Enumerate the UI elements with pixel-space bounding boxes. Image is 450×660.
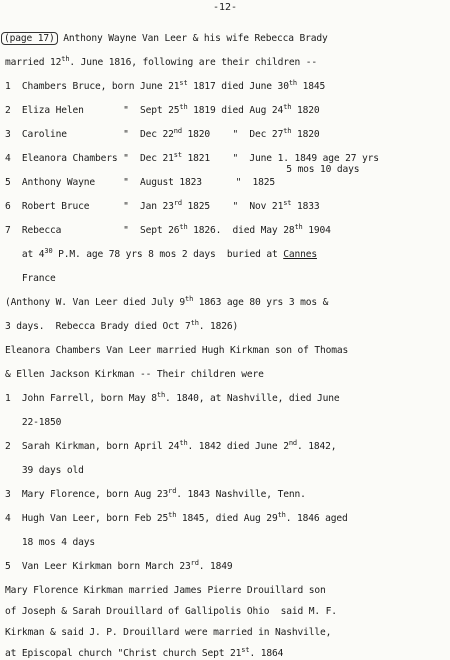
text-segment: 3 Caroline " Dec 22	[5, 129, 174, 140]
text-segment: . 1849	[198, 561, 233, 572]
superscript: 30	[44, 247, 53, 255]
text-segment: 2 Eliza Helen " Sept 25	[5, 105, 180, 116]
text-line	[5, 561, 446, 573]
text-segment: of Joseph & Sarah Drouillard of Gallipolis Ohio said M. F.	[5, 606, 337, 617]
text-line	[5, 441, 446, 453]
text-segment: 2 Sarah Kirkman, born April 24	[5, 441, 180, 452]
text-segment: . 1846 aged	[285, 513, 348, 524]
text-line	[5, 606, 446, 618]
text-line	[5, 129, 446, 141]
superscript: rd	[173, 199, 182, 207]
superscript: th	[288, 79, 297, 87]
text-segment: . 1840, at Nashville, died June	[165, 393, 340, 404]
text-line	[5, 345, 446, 357]
text-line	[5, 249, 446, 261]
text-segment: 1820	[291, 129, 320, 140]
page-tag: (page 17)	[1, 32, 58, 45]
text-segment: Cannes	[283, 249, 317, 260]
superscript: th	[156, 391, 166, 399]
superscript: th	[168, 511, 177, 519]
text-segment: 1826. died May 28	[187, 225, 295, 236]
superscript: st	[179, 79, 188, 87]
text-segment: 1904	[302, 225, 331, 236]
superscript: th	[61, 55, 70, 63]
text-segment: 1 Chambers Bruce, born June 21	[5, 81, 180, 92]
text-segment: Mary Florence Kirkman married James Pierre Drouillard son	[5, 585, 326, 596]
text-segment: 3 days. Rebecca Brady died Oct 7	[5, 321, 191, 332]
text-segment: 1845	[296, 81, 326, 92]
superscript: th	[277, 511, 286, 519]
superscript: th	[179, 223, 188, 231]
text-line	[5, 225, 446, 237]
text-segment: 1845, died Aug 29	[176, 513, 278, 524]
text-line	[5, 201, 446, 213]
text-segment: . 1826)	[198, 321, 239, 332]
text-segment: 5 Anthony Wayne " August 1823 " 1825	[5, 177, 276, 188]
text-segment: . June 1816, following are their children --	[69, 57, 317, 68]
superscript: th	[283, 103, 292, 111]
text-line	[5, 33, 446, 45]
text-segment: 1 John Farrell, born May 8	[5, 393, 157, 404]
superscript: th	[179, 103, 188, 111]
text-line	[5, 57, 446, 69]
text-segment: France	[5, 273, 56, 284]
text-segment: . 1842 died June 2	[187, 441, 289, 452]
text-line	[5, 513, 446, 525]
text-segment: Anthony Wayne Van Leer & his wife Rebecca Brady	[57, 33, 328, 44]
text-segment: 5 mos 10 days	[5, 164, 360, 175]
text-segment: P.M. age 78 yrs 8 mos 2 days buried at	[52, 249, 284, 260]
text-segment: at 4	[5, 249, 45, 260]
superscript: nd	[288, 439, 297, 447]
text-line	[5, 417, 446, 429]
text-segment: 3 Mary Florence, born Aug 23	[5, 489, 169, 500]
text-line	[5, 465, 446, 477]
text-line	[5, 81, 446, 93]
superscript: th	[179, 439, 188, 447]
superscript: rd	[168, 487, 177, 495]
text-segment: 1863 age 80 yrs 3 mos &	[193, 297, 329, 308]
superscript: th	[190, 319, 199, 327]
superscript: th	[294, 223, 303, 231]
text-line	[5, 273, 446, 285]
text-segment: & Ellen Jackson Kirkman -- Their children were	[5, 369, 264, 380]
text-line	[5, 321, 446, 333]
text-segment: 1820	[291, 105, 320, 116]
text-segment: 1819 died Aug 24	[187, 105, 284, 116]
text-segment: married 12	[5, 57, 62, 68]
superscript: st	[283, 199, 292, 207]
text-line	[5, 648, 446, 660]
text-segment: at Episcopal church "Christ church Sept 21	[5, 648, 242, 659]
text-segment: 1820 " Dec 27	[181, 129, 284, 140]
text-line	[5, 177, 446, 189]
text-line	[5, 105, 446, 117]
superscript: th	[283, 127, 292, 135]
superscript: rd	[190, 559, 199, 567]
text-line	[5, 489, 446, 501]
text-segment: Kirkman & said J. P. Drouillard were married in Nashville,	[5, 627, 332, 638]
text-segment: 4 Hugh Van Leer, born Feb 25	[5, 513, 169, 524]
text-segment: 1825 " Nov 21	[181, 201, 284, 212]
text-line	[5, 369, 446, 381]
superscript: nd	[173, 127, 182, 135]
text-segment: 6 Robert Bruce " Jan 23	[5, 201, 174, 212]
text-segment: 1833	[291, 201, 320, 212]
text-segment: . 1843 Nashville, Tenn.	[176, 489, 306, 500]
text-segment: 7 Rebecca " Sept 26	[5, 225, 180, 236]
superscript: th	[185, 295, 194, 303]
text-line	[5, 585, 446, 597]
superscript: st	[241, 646, 250, 654]
text-segment: 39 days old	[5, 465, 84, 476]
text-segment: 1817 died June 30	[187, 81, 289, 92]
text-line	[5, 297, 446, 309]
text-line	[5, 393, 446, 405]
text-segment: 4 Eleanora Chambers " Dec 21	[5, 153, 174, 164]
superscript: st	[173, 151, 182, 159]
text-segment: 18 mos 4 days	[5, 537, 96, 548]
text-segment: (Anthony W. Van Leer died July 9	[5, 297, 186, 308]
text-segment: . 1864	[249, 648, 284, 659]
text-line	[5, 164, 446, 176]
text-line	[5, 627, 446, 639]
text-segment: 22-1850	[5, 417, 62, 428]
text-segment: . 1842,	[296, 441, 337, 452]
text-segment: Eleanora Chambers Van Leer married Hugh Kirkman son of Thomas	[5, 345, 349, 356]
text-segment: 1821 " June 1. 1849 age 27 yrs	[181, 153, 379, 164]
text-segment: 5 Van Leer Kirkman born March 23	[5, 561, 191, 572]
text-line	[5, 537, 446, 549]
page-number: -12-	[212, 2, 238, 13]
